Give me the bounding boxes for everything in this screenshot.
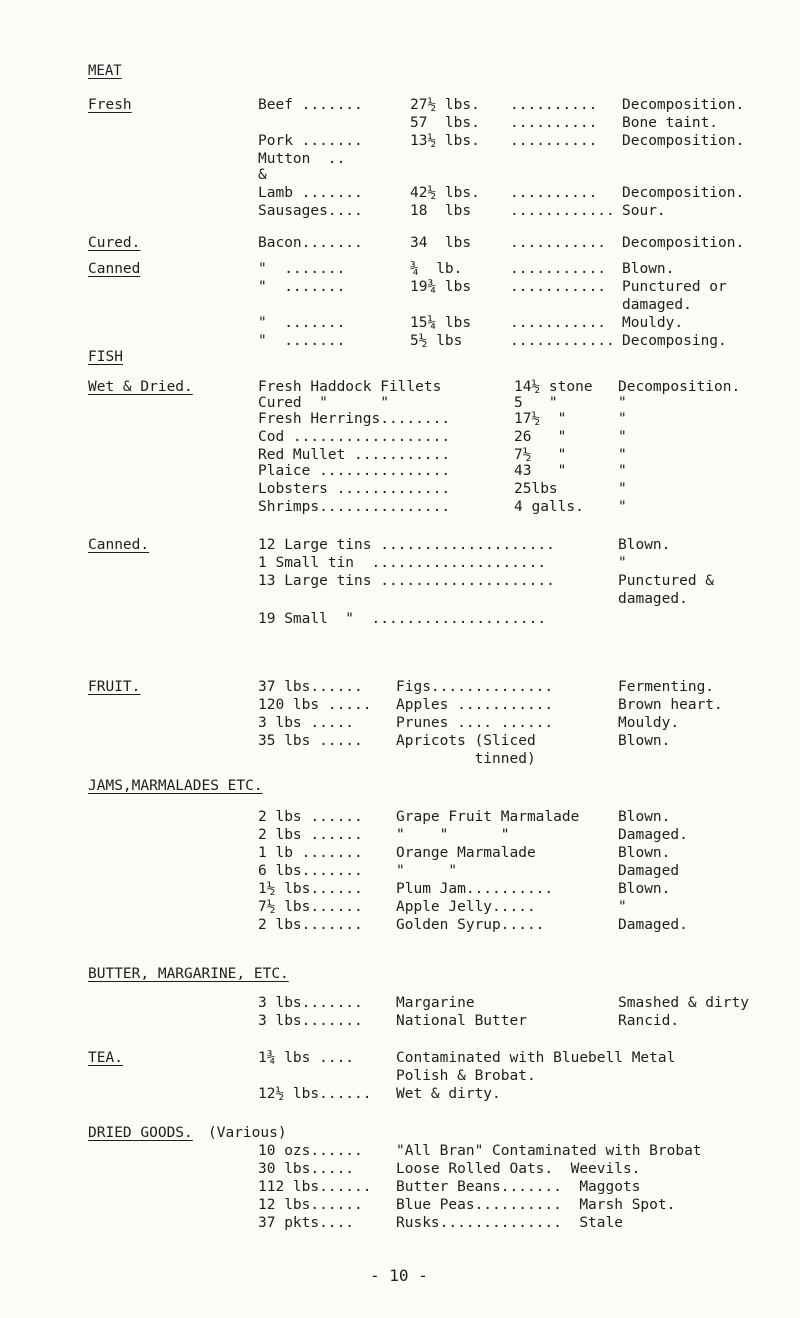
tea-row-qty: 12½ lbs...... — [258, 1086, 372, 1102]
meat-row-reason: Decomposition. — [622, 235, 745, 251]
meat-row-item: Beef ....... — [258, 97, 363, 113]
meat-row-dots: ........... — [510, 261, 607, 277]
fish-row-reason: " — [618, 429, 627, 445]
fish-canned-row-reason: " — [618, 555, 627, 571]
fish-row-qty: 25lbs — [514, 481, 558, 497]
fruit-row-item: Prunes .... ...... — [396, 715, 554, 731]
meat-row-dots: ........... — [510, 235, 607, 251]
fish-canned-row-item: 1 Small tin .................... — [258, 555, 547, 571]
tea-row-item: Wet & dirty. — [396, 1086, 501, 1102]
tea-label: TEA. — [88, 1050, 123, 1066]
meat-row-reason: Decomposition. — [622, 133, 745, 149]
meat-row-dots: ............ — [510, 203, 615, 219]
fish-row-qty: 43 " — [514, 463, 567, 479]
meat-row-qty: 27½ lbs. — [410, 97, 480, 113]
meat-row-dots: .......... — [510, 115, 598, 131]
tea-row-item: Contaminated with Bluebell Metal — [396, 1050, 676, 1066]
fruit-row-item: Apples ........... — [396, 697, 554, 713]
dried-row-qty: 30 lbs..... — [258, 1161, 355, 1177]
meat-row-qty: 57 lbs. — [410, 115, 480, 131]
page-heading: MEAT — [88, 63, 122, 79]
meat-row-reason: Mouldy. — [622, 315, 684, 331]
meat-row-item: Pork ....... — [258, 133, 363, 149]
fruit-row-item: tinned) — [396, 751, 536, 767]
fish-canned-row-item: 12 Large tins .................... — [258, 537, 555, 553]
dried-row-item: Loose Rolled Oats. Weevils. — [396, 1161, 641, 1177]
fruit-row-qty: 120 lbs ..... — [258, 697, 372, 713]
fruit-row-qty: 35 lbs ..... — [258, 733, 363, 749]
meat-row-qty: 13½ lbs. — [410, 133, 480, 149]
jams-row-qty: 6 lbs....... — [258, 863, 363, 879]
jams-row-qty: 7½ lbs...... — [258, 899, 363, 915]
meat-row-qty: ¾ lb. — [410, 261, 463, 277]
fish-row-reason: " — [618, 463, 627, 479]
fish-canned-row-item: 19 Small " .................... — [258, 611, 547, 627]
fish-row-qty: 17½ " — [514, 411, 567, 427]
meat-row-reason: Decomposition. — [622, 97, 745, 113]
meat-row-qty: 42½ lbs. — [410, 185, 480, 201]
meat-row-dots: .......... — [510, 185, 598, 201]
dried-row-qty: 112 lbs...... — [258, 1179, 372, 1195]
jams-row-reason: Damaged. — [618, 917, 688, 933]
jams-row-reason: Blown. — [618, 881, 671, 897]
jams-row-reason: Damaged — [618, 863, 680, 879]
fruit-row-qty: 3 lbs ..... — [258, 715, 355, 731]
meat-row-item: " ....... — [258, 315, 346, 331]
dried-row-item: Rusks.............. Stale — [396, 1215, 623, 1231]
fish-row-item: Fresh Herrings........ — [258, 411, 451, 427]
meat-row-reason: Decomposing. — [622, 333, 727, 349]
fruit-row-reason: Brown heart. — [618, 697, 723, 713]
meat-row-item: & — [258, 167, 267, 183]
dried-row-item: Butter Beans....... Maggots — [396, 1179, 641, 1195]
meat-cured-label: Cured. — [88, 235, 141, 251]
meat-row-dots: ............ — [510, 333, 615, 349]
jams-row-reason: Blown. — [618, 845, 671, 861]
meat-row-item: " ....... — [258, 261, 346, 277]
meat-row-qty: 15¼ lbs — [410, 315, 472, 331]
fish-row-reason: " — [618, 481, 627, 497]
butter-row-reason: Smashed & dirty — [618, 995, 749, 1011]
dried-goods-various: (Various) — [208, 1125, 287, 1141]
jams-row-qty: 2 lbs ...... — [258, 809, 363, 825]
meat-row-dots: .......... — [510, 133, 598, 149]
jams-row-item: Apple Jelly..... — [396, 899, 536, 915]
meat-row-dots: .......... — [510, 97, 598, 113]
meat-row-qty: 5½ lbs — [410, 333, 463, 349]
jams-row-item: Plum Jam.......... — [396, 881, 554, 897]
meat-row-item: " ....... — [258, 333, 346, 349]
fruit-row-reason: Mouldy. — [618, 715, 680, 731]
fruit-row-qty: 37 lbs...... — [258, 679, 363, 695]
fish-row-reason: " — [618, 499, 627, 515]
dried-row-item: Blue Peas.......... Marsh Spot. — [396, 1197, 676, 1213]
butter-heading: BUTTER, MARGARINE, ETC. — [88, 966, 289, 982]
meat-row-reason: damaged. — [622, 297, 692, 313]
meat-row-dots: ........... — [510, 315, 607, 331]
fish-canned-row-item: 13 Large tins .................... — [258, 573, 555, 589]
fish-row-qty: 4 galls. — [514, 499, 584, 515]
fish-heading: FISH — [88, 349, 123, 365]
fish-row-item: Shrimps............... — [258, 499, 451, 515]
jams-row-reason: Damaged. — [618, 827, 688, 843]
butter-row-item: National Butter — [396, 1013, 527, 1029]
fruit-row-reason: Fermenting. — [618, 679, 715, 695]
fish-row-qty: 5 " — [514, 395, 558, 411]
meat-row-qty: 19¾ lbs — [410, 279, 472, 295]
meat-row-item: " ....... — [258, 279, 346, 295]
jams-row-qty: 2 lbs ...... — [258, 827, 363, 843]
meat-row-reason: Punctured or — [622, 279, 727, 295]
dried-goods-label: DRIED GOODS. — [88, 1125, 193, 1141]
butter-row-reason: Rancid. — [618, 1013, 680, 1029]
jams-row-item: Grape Fruit Marmalade — [396, 809, 580, 825]
jams-heading: JAMS,MARMALADES ETC. — [88, 778, 263, 794]
meat-row-reason: Sour. — [622, 203, 666, 219]
fish-canned-row-reason: damaged. — [618, 591, 688, 607]
jams-row-reason: Blown. — [618, 809, 671, 825]
meat-row-reason: Bone taint. — [622, 115, 719, 131]
fruit-row-item: Figs.............. — [396, 679, 554, 695]
fruit-label: FRUIT. — [88, 679, 141, 695]
meat-row-reason: Decomposition. — [622, 185, 745, 201]
fish-row-item: Lobsters ............. — [258, 481, 451, 497]
fish-wet-dried-label: Wet & Dried. — [88, 379, 193, 395]
jams-row-qty: 1 lb ....... — [258, 845, 363, 861]
meat-fresh-label: Fresh — [88, 97, 132, 113]
dried-row-qty: 37 pkts.... — [258, 1215, 355, 1231]
fish-row-qty: 7½ " — [514, 447, 567, 463]
page-number: - 10 - — [370, 1266, 428, 1285]
meat-canned-label: Canned — [88, 261, 141, 277]
dried-row-item: "All Bran" Contaminated with Brobat — [396, 1143, 702, 1159]
jams-row-item: " " — [396, 863, 458, 879]
tea-row-qty: 1¾ lbs .... — [258, 1050, 355, 1066]
tea-row-item: Polish & Brobat. — [396, 1068, 536, 1084]
dried-row-qty: 10 ozs...... — [258, 1143, 363, 1159]
fish-canned-row-reason: Punctured & — [618, 573, 715, 589]
meat-row-dots: ........... — [510, 279, 607, 295]
fish-row-item: Red Mullet ........... — [258, 447, 451, 463]
meat-row-item: Lamb ....... — [258, 185, 363, 201]
fish-row-reason: " — [618, 447, 627, 463]
meat-row-reason: Blown. — [622, 261, 675, 277]
fish-row-item: Plaice ............... — [258, 463, 451, 479]
fruit-row-item: Apricots (Sliced — [396, 733, 536, 749]
fish-row-reason: " — [618, 395, 627, 411]
dried-row-qty: 12 lbs...... — [258, 1197, 363, 1213]
butter-row-qty: 3 lbs....... — [258, 995, 363, 1011]
fish-row-item: Fresh Haddock Fillets — [258, 379, 442, 395]
jams-row-qty: 1½ lbs...... — [258, 881, 363, 897]
meat-row-item: Mutton .. — [258, 151, 346, 167]
fish-canned-row-reason: Blown. — [618, 537, 671, 553]
fish-row-item: Cod .................. — [258, 429, 451, 445]
jams-row-reason: " — [618, 899, 627, 915]
butter-row-qty: 3 lbs....... — [258, 1013, 363, 1029]
meat-row-qty: 18 lbs — [410, 203, 472, 219]
meat-row-item: Bacon....... — [258, 235, 363, 251]
fruit-row-reason: Blown. — [618, 733, 671, 749]
fish-row-reason: " — [618, 411, 627, 427]
jams-row-item: " " " — [396, 827, 510, 843]
jams-row-item: Orange Marmalade — [396, 845, 536, 861]
jams-row-item: Golden Syrup..... — [396, 917, 545, 933]
butter-row-item: Margarine — [396, 995, 475, 1011]
fish-row-item: Cured " " — [258, 395, 389, 411]
jams-row-qty: 2 lbs....... — [258, 917, 363, 933]
meat-row-item: Sausages.... — [258, 203, 363, 219]
fish-row-qty: 26 " — [514, 429, 567, 445]
fish-canned-label: Canned. — [88, 537, 150, 553]
meat-row-qty: 34 lbs — [410, 235, 472, 251]
fish-row-reason: Decomposition. — [618, 379, 741, 395]
fish-row-qty: 14½ stone — [514, 379, 593, 395]
